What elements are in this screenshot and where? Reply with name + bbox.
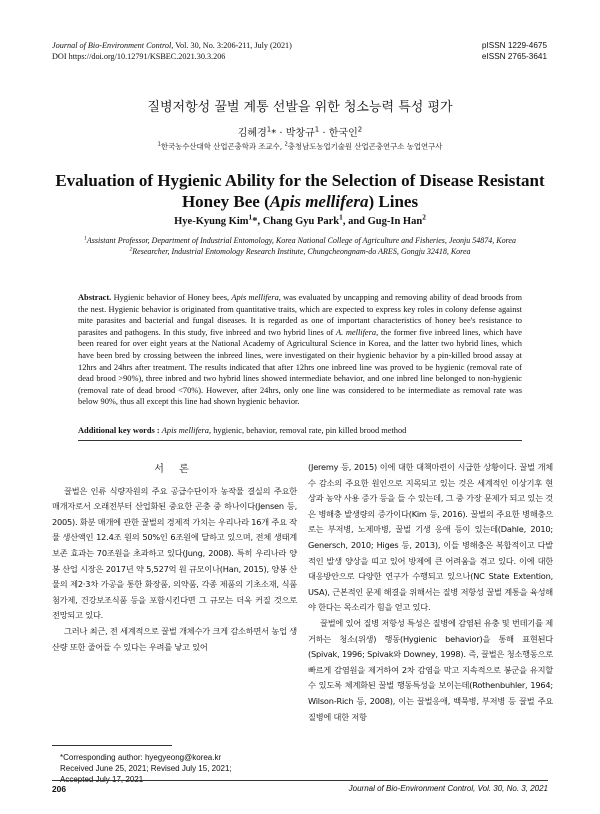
author-ko-2-sup: 1 bbox=[314, 125, 320, 134]
author-en-sep: , and bbox=[342, 216, 368, 227]
keywords-label: Additional key words : bbox=[78, 426, 162, 435]
author-ko-3: 한국인 bbox=[328, 128, 358, 139]
affil-en-1-sup: 1 bbox=[84, 235, 87, 242]
keywords-list: , hygienic, behavior, removal rate, pin killed brood method bbox=[209, 426, 407, 435]
page-number: 206 bbox=[52, 784, 66, 794]
author-en-2: Chang Gyu Park bbox=[262, 216, 340, 227]
english-title-line-1: Evaluation of Hygienic Ability for the Selection of Disease Resistant bbox=[55, 171, 545, 190]
left-column bbox=[52, 462, 297, 655]
author-en-2-sup: 1 bbox=[339, 212, 343, 222]
doi[interactable]: DOI https://doi.org/10.12791/KSBEC.2021.30.3.206 bbox=[52, 52, 226, 61]
right-column bbox=[308, 460, 553, 725]
intro-paragraph-1: 꿀벌은 인류 식량자원의 주요 공급수단이자 농작물 결실의 주요한 매개자로서 오래전부터 산업화된 중요한 곤충 중 하나이다(Jensen 등, 2005). 화분 매개에 관한 꿀벌의 경제적 가치는 우리나라 16개 주요 작물 생산액인 12.4조 원의 50%인 6조원에 달하고 있으며, 전체 생태계 보존 효과는 70조원을 초과하고 있다(Jung, 2008). 특히 우리나라 양봉 산업 시장은 2017년 약 5,527억 원 규모이나(Han, 2015), 양봉 산물의 제2·3차 가공을 통한 화장품, 의약품, 각종 제품의 기초소재, 식품첨가제, 건강보조식품 등을 포함시킨다면 그 규모는 더욱 커질 것으로 전망되고 있다. bbox=[52, 485, 297, 621]
abstract-text-2: , was evaluated by uncapping and removing ability of dead broods from the nest. Hygienic behavior is originated from quantitative traits, which are expected to express key roles in colony defense against mite parasites and bacterial and fungal diseases. It is regarded as one of important characteristics of honey bee's resistance to parasites and pathogens. In this study, five inbreed and two hybrid lines of bbox=[78, 293, 522, 337]
affil-en-1: Assistant Professor, Department of Industrial Entomology, Korea National College of Agriculture and Fisheries, Jeonju 54874, Korea bbox=[86, 236, 516, 245]
journal-header bbox=[52, 40, 292, 62]
abstract-text-3: , the former five inbreed lines, which have been reared for over eight years at the National Academy of Agricultural Science in Korea, and the latter two hybrid lines, which have been bred by crossing between the inbreed lines, were investigated on their hygienic behavior by a pin-killed brood assay at 12hrs and 24hrs after treatment. The results indicated that after 12hrs one inbreed line was proved to be hygienic (removal rate of dead brood >90%), three inbred and two hybrid lines showed intermediate behavior, and one inbred line belonged to non-hygienic (removal rate of dead brood <70%). However, after 24hrs, only one line was considered to be intermediate as removal rate was below 90%, thus all except this line had shown hygienic behavior. bbox=[78, 327, 523, 407]
author-en-1: Hye-Kyung Kim bbox=[174, 216, 249, 227]
title-line2-post: ) Lines bbox=[368, 192, 419, 211]
author-en-1-mark: *, bbox=[252, 216, 263, 227]
affil-ko-1-sup: 1 bbox=[157, 141, 161, 148]
keywords-species: Apis mellifera bbox=[161, 426, 209, 435]
author-en-1-sup: 1 bbox=[248, 212, 253, 222]
affil-en-1-line bbox=[60, 235, 540, 246]
title-line2-pre: Honey Bee ( bbox=[181, 192, 270, 211]
author-ko-2: 박창규 bbox=[285, 128, 315, 139]
abstract-text-1: Hygienic behavior of Honey bees, bbox=[111, 293, 232, 302]
english-affiliations bbox=[60, 235, 540, 257]
korean-authors bbox=[0, 124, 600, 139]
abstract-species-1: Apis mellifera bbox=[231, 293, 279, 302]
footer-divider bbox=[52, 780, 548, 781]
affil-ko-2-sup: 2 bbox=[284, 141, 288, 148]
title-species: Apis mellifera bbox=[269, 192, 369, 211]
korean-title: 질병저항성 꿀벌 계통 선발을 위한 청소능력 특성 평가 bbox=[147, 100, 453, 115]
affil-en-2-line bbox=[60, 246, 540, 257]
intro-paragraph-3: (Jeremy 등, 2015) 이에 대한 대책마련이 시급한 상황이다. 꿀벌 개체수 감소의 주요한 원인으로 지목되고 있는 것은 세계적인 이상기후 현상과 농약 사용 증가 등을 들 수 있는데, 그 중 가장 문제가 되고 있는 것은 병해충 발생량의 증가이다(Kim 등, 2016). 꿀벌의 주요한 병해충으로는 부저병, 노제마병, 꿀벌 기생 응애 등이 있는데(Dahle, 2010; Genersch, 2010; Higes 등, 2013), 이들 병해충은 복합적이고 다발적인 발생 양상을 띠고 있어 방제에 큰 어려움을 겪고 있다. 이에 대한 대응방안으로 다양한 연구가 수행되고 있으나(NC State Extention, USA), 근본적인 문제 해결을 위해서는 질병 저항성 꿀벌 계통을 육성해야 한다는 목소리가 힘을 얻고 있다. bbox=[308, 462, 553, 613]
english-title-line-2 bbox=[40, 191, 560, 212]
affil-ko-2: 충청남도농업기술원 산업곤충연구소 농업연구사 bbox=[287, 142, 443, 151]
journal-name: Journal of Bio-Environment Control bbox=[52, 41, 172, 50]
author-ko-1-sup: 1 bbox=[266, 125, 272, 134]
keywords bbox=[78, 426, 522, 435]
accepted-date: Accepted July 17, 2021 bbox=[60, 775, 144, 784]
section-title-introduction: 서 론 bbox=[154, 464, 195, 475]
pissn: pISSN 1229-4675 bbox=[481, 41, 547, 50]
corresponding-author: *Corresponding author: hyegyeong@korea.kr bbox=[60, 753, 222, 762]
affil-ko-1: 한국농수산대학 산업곤충학과 조교수, bbox=[160, 142, 285, 151]
footer-journal: Journal of Bio-Environment Control, Vol. 30, No. 3, 2021 bbox=[348, 784, 548, 793]
author-ko-3-sup: 2 bbox=[357, 125, 363, 134]
author-ko-sep: · bbox=[319, 128, 329, 139]
affil-en-2: Researcher, Industrial Entomology Research Institute, Chungcheongnam-do ARES, Gongju 32418, Korea bbox=[132, 247, 471, 256]
abstract bbox=[78, 292, 522, 408]
eissn: eISSN 2765-3641 bbox=[481, 52, 547, 61]
issn-block bbox=[482, 40, 547, 62]
abstract-label: Abstract. bbox=[78, 293, 112, 302]
intro-paragraph-4: 꿀벌에 있어 질병 저항성 특성은 질병에 감염된 유충 및 번데기를 제거하는 청소(위생) 행동(Hygienic behavior)을 통해 표현된다(Spivak, 1996; Spivak와 Downey, 1998). 즉, 꿀벌은 청소행동으로 빠르게 감염원을 제거하여 2차 감염을 막고 지속적으로 봉군을 유지할 수 있도록 체계화된 꿀벌 행동특성을 보이는데(Rothenbuhler, 1964; Wilson-Rich 등, 2008), 이는 꿀벌응애, 백묵병, 부저병 등 꿀벌 주요 질병에 대한 저항 bbox=[308, 617, 553, 722]
author-en-3: Gug-In Han bbox=[367, 216, 423, 227]
abstract-species-2: A. mellifera bbox=[336, 327, 377, 337]
footnote-divider bbox=[52, 745, 172, 746]
intro-paragraph-2: 그러나 최근, 전 세계적으로 꿀벌 개체수가 크게 감소하면서 농업 생산량 또한 줄어들 수 있다는 우려를 낳고 있어 bbox=[52, 625, 297, 652]
english-authors bbox=[0, 212, 600, 227]
author-ko-1: 김혜경 bbox=[237, 128, 267, 139]
author-ko-1-mark: * · bbox=[271, 128, 286, 139]
received-dates: Received June 25, 2021; Revised July 15, 2021; bbox=[60, 764, 232, 773]
affil-en-2-sup: 2 bbox=[129, 246, 133, 253]
korean-affiliations bbox=[0, 141, 600, 152]
journal-volume: , Vol. 30, No. 3:206-211, July (2021) bbox=[171, 41, 292, 50]
keywords-divider bbox=[78, 440, 522, 441]
english-title bbox=[40, 170, 560, 212]
author-en-3-sup: 2 bbox=[422, 212, 426, 222]
